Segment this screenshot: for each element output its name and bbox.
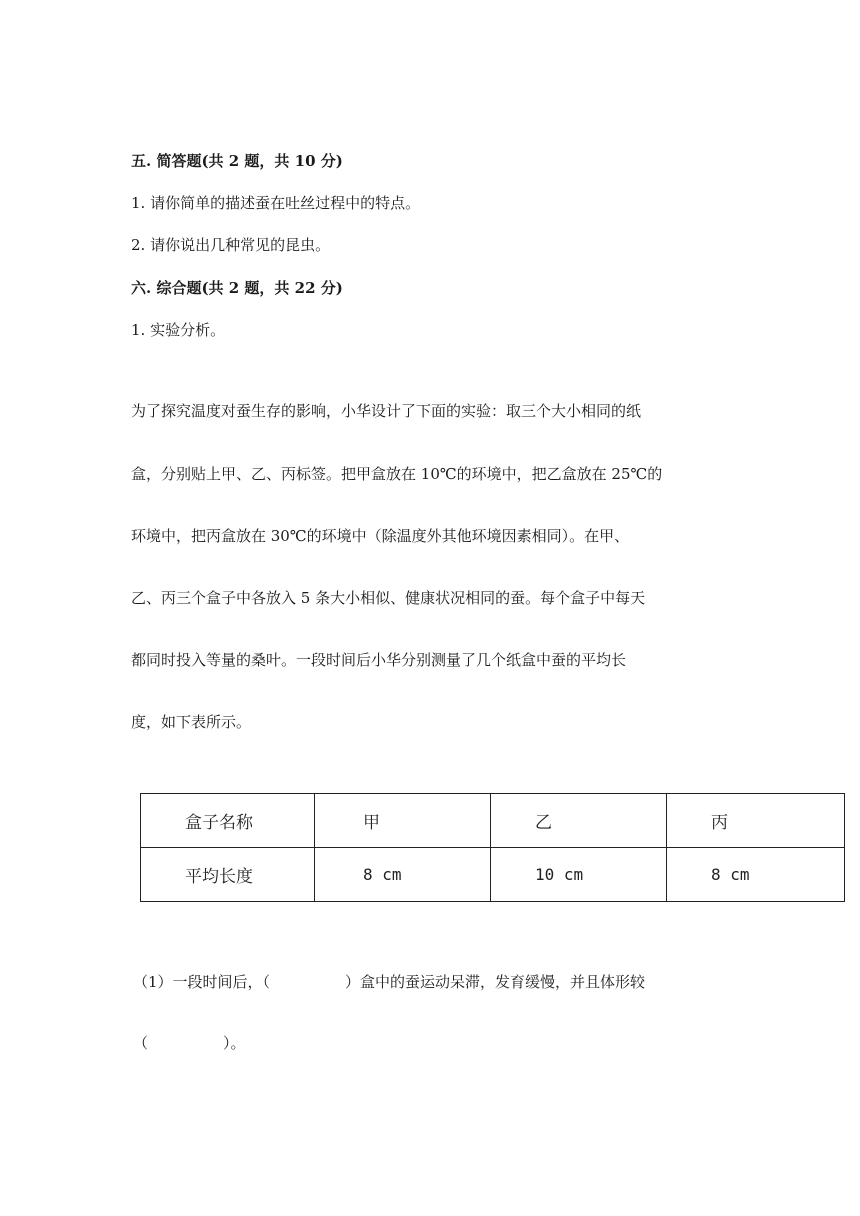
paragraph-line: 为了探究温度对蚕生存的影响，小华设计了下面的实验：取三个大小相同的纸 (131, 402, 642, 420)
sub-question-1-line-1: （1）一段时间后，（ ）盒中的蚕运动呆滞，发育缓慢，并且体形较 (133, 973, 646, 991)
table-cell: 平均长度 (141, 848, 315, 902)
table-row (141, 848, 845, 902)
sub-question-1-line-2: （ ）。 (133, 1034, 246, 1052)
table-cell: 8 cm (667, 848, 845, 902)
paragraph-line: 盒，分别贴上甲、乙、丙标签。把甲盒放在 10℃的环境中，把乙盒放在 25℃的 (131, 465, 663, 483)
silkworm-length-table (140, 793, 845, 902)
section-6-heading: 六. 综合题(共 2 题，共 22 分) (131, 279, 343, 297)
table-header-row (141, 794, 845, 848)
table-cell: 甲 (315, 794, 491, 848)
section-5-heading: 五. 简答题(共 2 题，共 10 分) (131, 152, 343, 170)
table-cell: 乙 (491, 794, 667, 848)
table-cell: 丙 (667, 794, 845, 848)
section-5-question-1: 1. 请你简单的描述蚕在吐丝过程中的特点。 (131, 194, 421, 212)
section-6-question-1-title: 1. 实验分析。 (131, 321, 226, 339)
paragraph-line: 环境中，把丙盒放在 30℃的环境中（除温度外其他环境因素相同）。在甲、 (131, 527, 630, 545)
table-cell: 盒子名称 (141, 794, 315, 848)
paragraph-line: 乙、丙三个盒子中各放入 5 条大小相似、健康状况相同的蚕。每个盒子中每天 (131, 589, 646, 607)
section-5-question-2: 2. 请你说出几种常见的昆虫。 (131, 236, 331, 254)
table-cell: 10 cm (491, 848, 667, 902)
table-cell: 8 cm (315, 848, 491, 902)
paragraph-line: 都同时投入等量的桑叶。一段时间后小华分别测量了几个纸盒中蚕的平均长 (131, 651, 627, 669)
paragraph-line: 度，如下表所示。 (131, 713, 252, 731)
